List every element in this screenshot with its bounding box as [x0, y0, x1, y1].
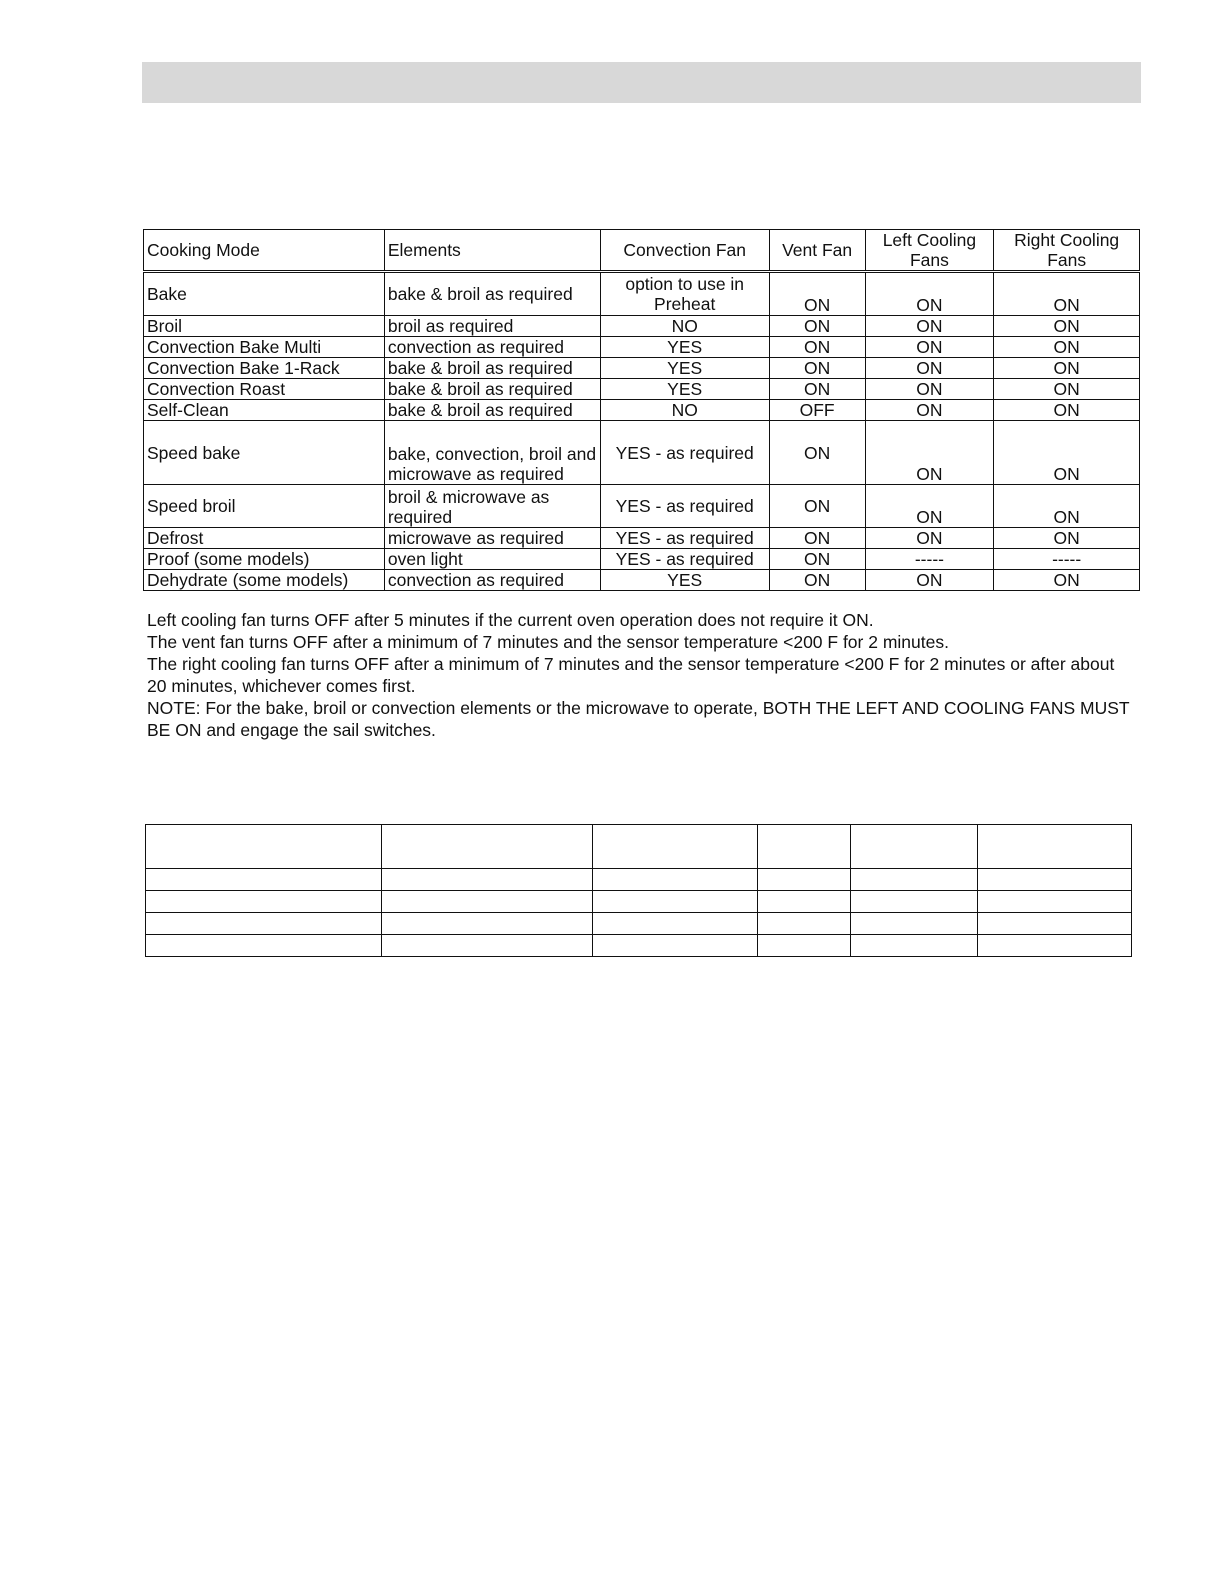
table-cell: [592, 825, 758, 869]
table-cell: [851, 935, 978, 957]
table-row: [144, 421, 1140, 485]
header-cell: Left Cooling Fans: [865, 230, 994, 272]
table-row: [146, 913, 1132, 935]
table-cell: bake & broil as required: [384, 400, 600, 421]
table-cell: convection as required: [384, 570, 600, 591]
table-row: [144, 272, 1140, 316]
table-cell: oven light: [384, 549, 600, 570]
table-cell: [592, 913, 758, 935]
table-cell: [758, 913, 851, 935]
table-cell: [592, 935, 758, 957]
table-cell: ON: [769, 316, 865, 337]
blank-table: [145, 824, 1132, 957]
table-row: [144, 485, 1140, 528]
table-cell: Proof (some models): [144, 549, 385, 570]
table-cell: [146, 935, 382, 957]
table-cell: Bake: [144, 272, 385, 316]
table-row: [146, 935, 1132, 957]
table-cell: ON: [769, 570, 865, 591]
table-cell: ON: [865, 379, 994, 400]
table-header-row: [146, 825, 1132, 869]
table-cell: -----: [994, 549, 1140, 570]
cooking-modes-table: [143, 229, 1140, 591]
table-row: [144, 570, 1140, 591]
table-cell: NO: [600, 400, 769, 421]
table-cell: [381, 869, 592, 891]
notes-section: [147, 609, 1132, 741]
table-cell: ON: [769, 528, 865, 549]
table-cell: [978, 891, 1132, 913]
table-cell: [381, 913, 592, 935]
table-cell: Broil: [144, 316, 385, 337]
table-cell: ON: [994, 337, 1140, 358]
table-cell: ON: [865, 358, 994, 379]
header-cell: Right Cooling Fans: [994, 230, 1140, 272]
table-cell: OFF: [769, 400, 865, 421]
table-cell: YES - as required: [600, 485, 769, 528]
table-header-row: [144, 230, 1140, 272]
table-cell: ON: [769, 272, 865, 316]
table-row: [146, 869, 1132, 891]
header-cell: Cooking Mode: [144, 230, 385, 272]
table-cell: ON: [769, 421, 865, 485]
table-cell: ON: [769, 379, 865, 400]
table-cell: YES - as required: [600, 528, 769, 549]
table-cell: [758, 935, 851, 957]
table-cell: YES: [600, 379, 769, 400]
table-cell: [146, 825, 382, 869]
table-cell: ON: [865, 570, 994, 591]
table-cell: YES - as required: [600, 421, 769, 485]
table-cell: broil & microwave as required: [384, 485, 600, 528]
table-cell: ON: [994, 528, 1140, 549]
table-cell: ON: [865, 272, 994, 316]
table-row: [144, 358, 1140, 379]
table-cell: ON: [994, 272, 1140, 316]
header-cell: Elements: [384, 230, 600, 272]
table-cell: ON: [994, 400, 1140, 421]
table-cell: [381, 935, 592, 957]
table-cell: [758, 825, 851, 869]
note-paragraph: Left cooling fan turns OFF after 5 minutes if the current oven operation does not require it ON.: [147, 610, 874, 630]
header-bar: [142, 62, 1141, 103]
table-cell: [978, 825, 1132, 869]
table-row: [144, 400, 1140, 421]
table-cell: [381, 825, 592, 869]
table-cell: YES - as required: [600, 549, 769, 570]
note-paragraph: NOTE: For the bake, broil or convection elements or the microwave to operate, BOTH THE LEFT AND COOLING FANS MUST BE ON and engage the sail switches.: [147, 698, 1130, 740]
table-row: [144, 337, 1140, 358]
table-cell: [851, 869, 978, 891]
table-cell: bake & broil as required: [384, 272, 600, 316]
table-cell: ON: [865, 337, 994, 358]
table-cell: [978, 935, 1132, 957]
table-cell: option to use in Preheat: [600, 272, 769, 316]
table-cell: ON: [865, 485, 994, 528]
table-cell: ON: [865, 421, 994, 485]
table-cell: [146, 869, 382, 891]
table-cell: ON: [994, 485, 1140, 528]
table-cell: [592, 869, 758, 891]
table-cell: [978, 913, 1132, 935]
table-cell: [381, 891, 592, 913]
table-cell: Speed bake: [144, 421, 385, 485]
table-cell: convection as required: [384, 337, 600, 358]
header-cell: Convection Fan: [600, 230, 769, 272]
table-cell: microwave as required: [384, 528, 600, 549]
table-cell: Speed broil: [144, 485, 385, 528]
table-cell: [592, 891, 758, 913]
table-cell: NO: [600, 316, 769, 337]
header-cell: Vent Fan: [769, 230, 865, 272]
table-cell: bake & broil as required: [384, 379, 600, 400]
table-row: [144, 316, 1140, 337]
table-cell: ON: [865, 528, 994, 549]
note-paragraph: The vent fan turns OFF after a minimum of 7 minutes and the sensor temperature <200 F for 2 minutes.: [147, 632, 949, 652]
table-cell: Dehydrate (some models): [144, 570, 385, 591]
table-cell: Convection Bake Multi: [144, 337, 385, 358]
table-cell: -----: [865, 549, 994, 570]
table-cell: ON: [994, 570, 1140, 591]
table-cell: [851, 825, 978, 869]
table-cell: YES: [600, 570, 769, 591]
table-cell: [758, 891, 851, 913]
table-cell: Defrost: [144, 528, 385, 549]
table-cell: [146, 913, 382, 935]
table-cell: [146, 891, 382, 913]
table-cell: [851, 891, 978, 913]
table-cell: ON: [865, 316, 994, 337]
table-cell: [758, 869, 851, 891]
table-cell: [978, 869, 1132, 891]
table-cell: ON: [769, 549, 865, 570]
table-cell: bake & broil as required: [384, 358, 600, 379]
table-cell: ON: [865, 400, 994, 421]
table-cell: [851, 913, 978, 935]
table-cell: ON: [994, 358, 1140, 379]
table-cell: ON: [994, 421, 1140, 485]
table-row: [144, 528, 1140, 549]
table-row: [144, 379, 1140, 400]
table-cell: YES: [600, 337, 769, 358]
table-row: [144, 549, 1140, 570]
table-cell: ON: [994, 379, 1140, 400]
table-cell: bake, convection, broil and microwave as required: [384, 421, 600, 485]
table-cell: ON: [994, 316, 1140, 337]
table-cell: ON: [769, 358, 865, 379]
table-cell: broil as required: [384, 316, 600, 337]
table-cell: Self-Clean: [144, 400, 385, 421]
table-cell: YES: [600, 358, 769, 379]
note-paragraph: The right cooling fan turns OFF after a minimum of 7 minutes and the sensor temperature <200 F for 2 minutes or after about 20 minutes, whichever comes first.: [147, 654, 1115, 696]
table-cell: ON: [769, 485, 865, 528]
table-row: [146, 891, 1132, 913]
table-cell: Convection Roast: [144, 379, 385, 400]
table-cell: Convection Bake 1-Rack: [144, 358, 385, 379]
table-cell: ON: [769, 337, 865, 358]
